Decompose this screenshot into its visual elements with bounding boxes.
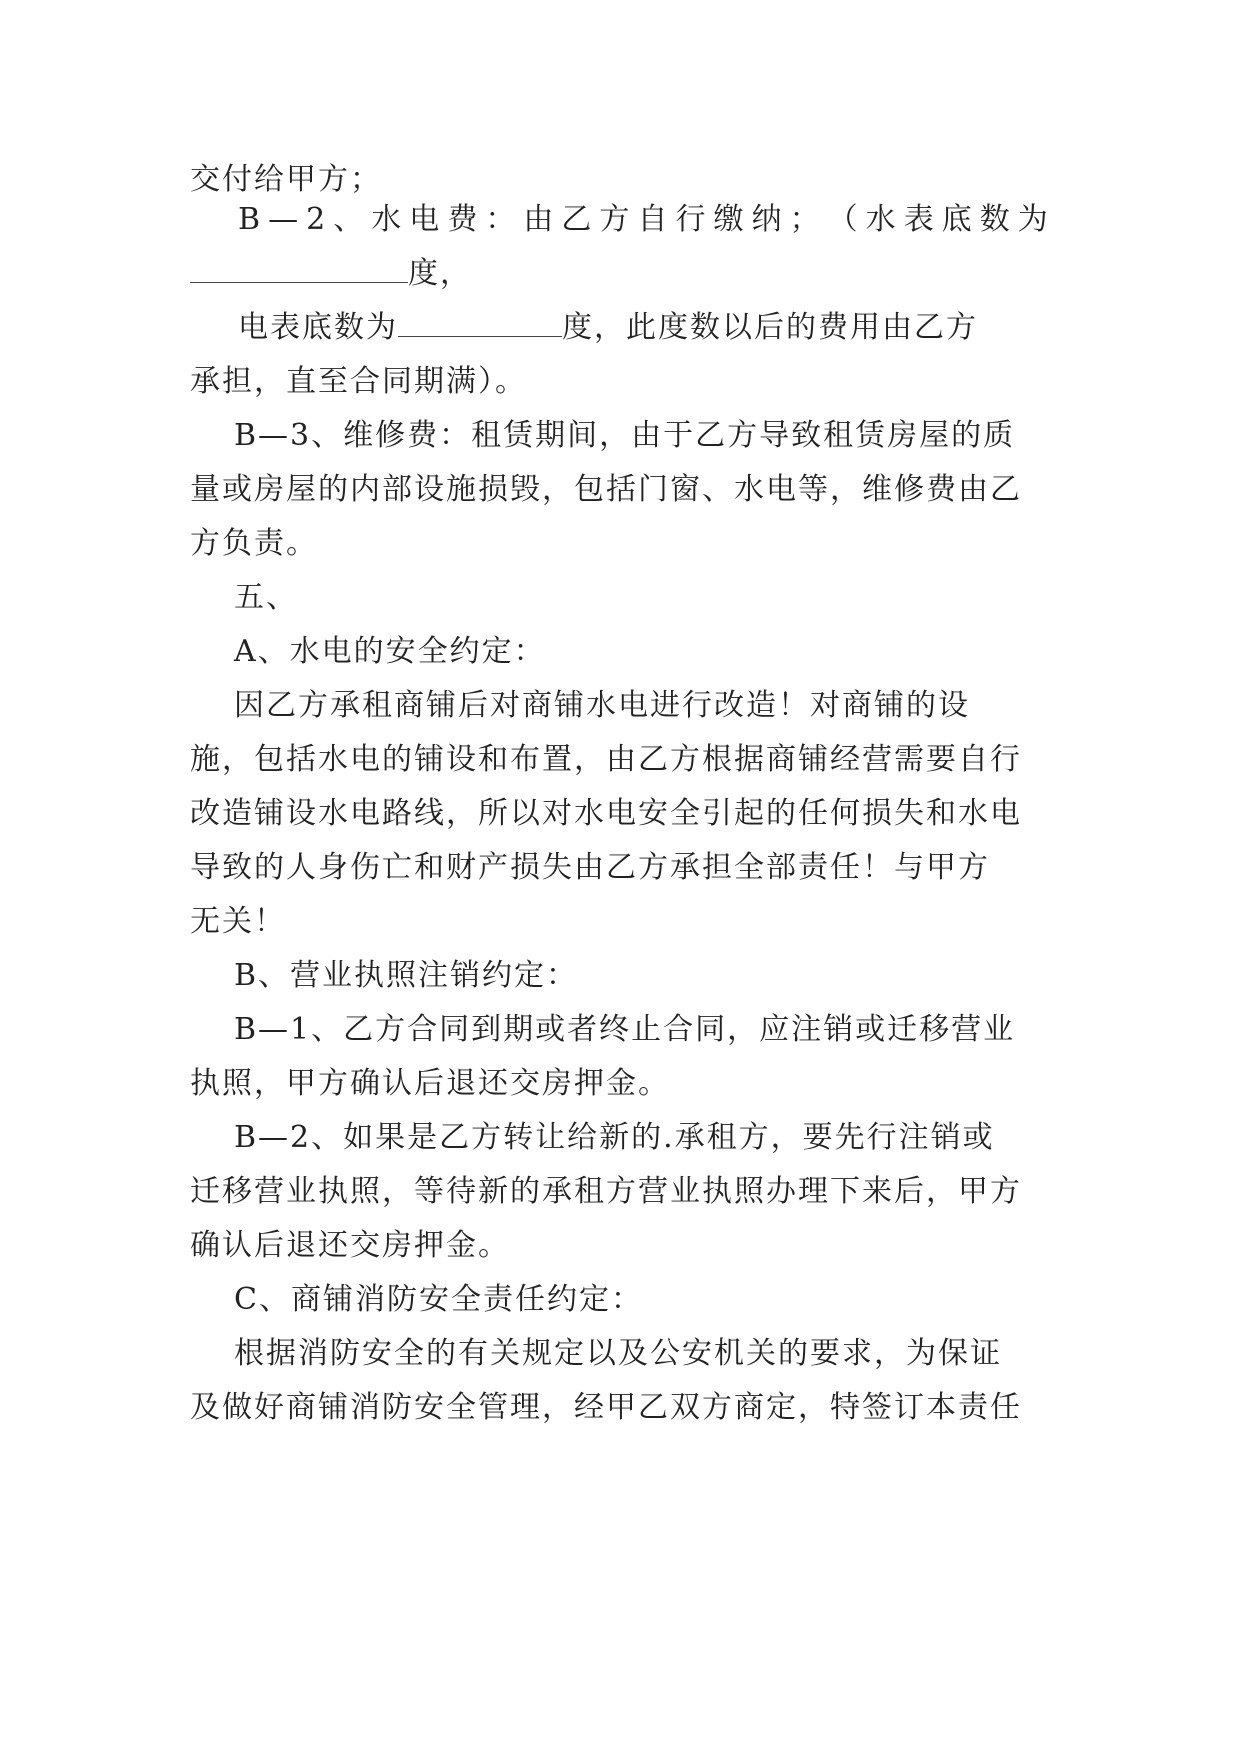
text-line: 迁移营业执照，等待新的承租方营业执照办理下来后，甲方 <box>190 1174 1022 1209</box>
text-line: B—2、如果是乙方转让给新的.承租方，要先行注销或 <box>234 1120 995 1155</box>
text-fragment: 度， <box>408 256 472 291</box>
text-line: 及做好商铺消防安全管理，经甲乙双方商定，特签订本责任 <box>190 1390 1022 1425</box>
text-line: 因乙方承租商铺后对商铺水电进行改造！对商铺的设 <box>234 688 970 723</box>
spread-char: 行 <box>675 202 708 237</box>
spread-char: 表 <box>903 202 936 237</box>
text-line: C、商铺消防安全责任约定： <box>234 1282 643 1317</box>
text-line-spread <box>238 198 1050 242</box>
text-line: 确认后退还交房押金。 <box>190 1228 510 1263</box>
text-line: 导致的人身伤亡和财产损失由乙方承担全部责任！与甲方 <box>190 850 990 885</box>
text-line: 施，包括水电的铺设和布置，由乙方根据商铺经营需要自行 <box>190 742 1022 777</box>
spread-char: — <box>268 202 301 237</box>
spread-char: 2 <box>306 202 328 237</box>
spread-char: 自 <box>637 202 670 237</box>
text-line-with-blank <box>238 306 978 350</box>
text-line: B、营业执照注销约定： <box>234 958 579 993</box>
text-line: 承担，直至合同期满）。 <box>190 364 527 399</box>
fill-in-blank <box>398 308 562 337</box>
spread-char: 由 <box>523 202 556 237</box>
spread-char: 乙 <box>561 202 594 237</box>
spread-char: 、 <box>333 202 366 237</box>
text-line: 无关！ <box>190 904 286 939</box>
spread-char: ： <box>485 202 518 237</box>
text-line: B—3、维修费：租赁期间，由于乙方导致租赁房屋的质 <box>234 418 1016 453</box>
text-line: 交付给甲方； <box>190 162 382 197</box>
spread-char: 费 <box>447 202 480 237</box>
text-line: 改造铺设水电路线，所以对水电安全引起的任何损失和水电 <box>190 796 1022 831</box>
text-line-with-blank <box>190 252 472 296</box>
text-line: 五、 <box>234 580 298 615</box>
spread-container <box>238 198 1050 242</box>
spread-char: （ <box>827 202 860 237</box>
text-line: 方负责。 <box>190 526 318 561</box>
fill-in-blank <box>190 254 408 283</box>
spread-char: 底 <box>941 202 974 237</box>
spread-char: 数 <box>979 202 1012 237</box>
spread-char: 纳 <box>751 202 784 237</box>
text-line: A、水电的安全约定： <box>234 634 546 669</box>
text-line: 根据消防安全的有关规定以及公安机关的要求，为保证 <box>234 1336 1002 1371</box>
text-line: B—1、乙方合同到期或者终止合同，应注销或迁移营业 <box>234 1012 1016 1047</box>
text-fragment: 度，此度数以后的费用由乙方 <box>562 310 978 345</box>
spread-char: 水 <box>371 202 404 237</box>
spread-char: B <box>238 202 263 237</box>
text-fragment: 电表底数为 <box>238 310 398 345</box>
text-line: 执照，甲方确认后退还交房押金。 <box>190 1066 670 1101</box>
spread-char: 为 <box>1017 202 1050 237</box>
spread-char: ； <box>789 202 822 237</box>
spread-char: 水 <box>865 202 898 237</box>
text-line: 量或房屋的内部设施损毁，包括门窗、水电等，维修费由乙 <box>190 472 1022 507</box>
spread-char: 缴 <box>713 202 746 237</box>
spread-char: 电 <box>409 202 442 237</box>
spread-char: 方 <box>599 202 632 237</box>
